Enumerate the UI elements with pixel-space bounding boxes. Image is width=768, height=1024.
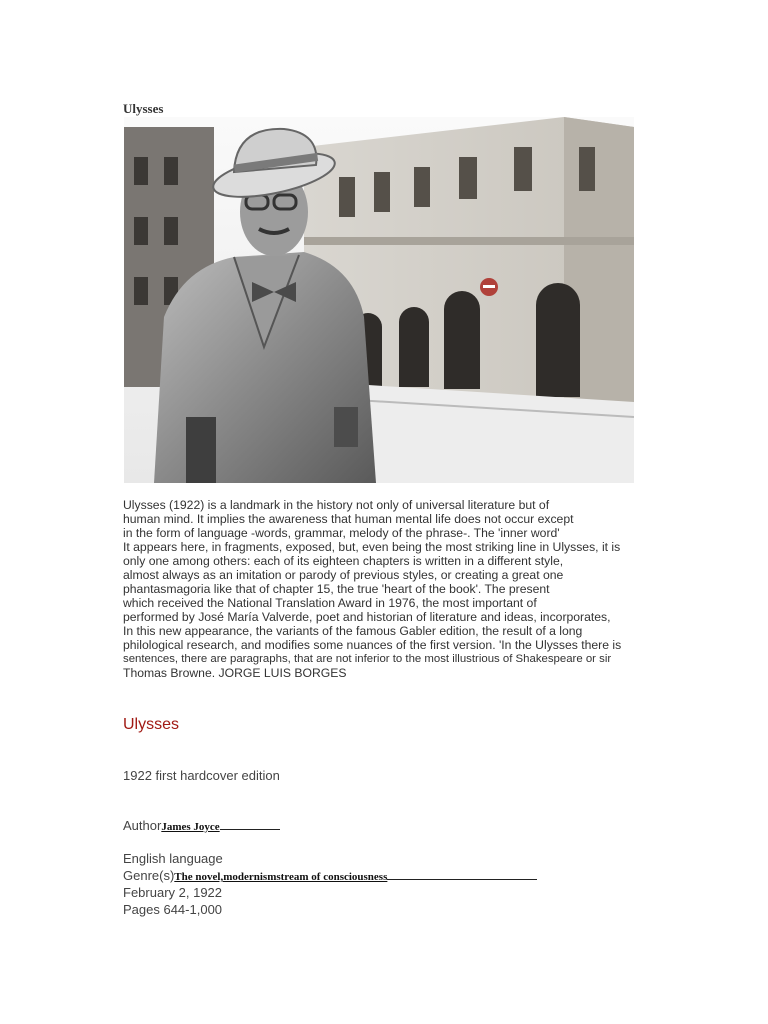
description-line: in the form of language -words, grammar, melody of the phrase-. The 'inner word' — [123, 526, 560, 540]
description-line: performed by José María Valverde, poet and historian of literature and ideas, incorporates, — [123, 610, 611, 624]
infobox-title: Ulysses — [123, 716, 180, 733]
publication-date: February 2, 1922 — [123, 885, 223, 900]
author-label: Author — [123, 818, 162, 833]
description-line: phantasmagoria like that of chapter 15, the true 'heart of the book'. The present — [123, 582, 550, 596]
description-line: only one among others: each of its eighteen chapters is written in a different style, — [123, 554, 564, 568]
description-line: It appears here, in fragments, exposed, but, even being the most striking line in Ulysses, it is — [123, 540, 621, 554]
description-line: In this new appearance, the variants of the famous Gabler edition, the result of a long — [123, 624, 583, 638]
document-title: Ulysses — [123, 101, 164, 116]
description-line: philological research, and modifies some nuances of the first version. 'In the Ulysses there is — [123, 638, 622, 652]
edition-caption: 1922 first hardcover edition — [123, 768, 280, 783]
author-row — [123, 818, 280, 833]
page-count: Pages 644-1,000 — [123, 902, 223, 917]
genre-link[interactable]: The novel,modernismstream of consciousness — [174, 871, 388, 883]
description-line: human mind. It implies the awareness that human mental life does not occur except — [123, 512, 574, 526]
statue-illustration — [124, 117, 634, 483]
description-line: Ulysses (1922) is a landmark in the history not only of universal literature but of — [123, 498, 550, 512]
description-line: almost always as an imitation or parody of previous styles, or creating a great one — [123, 568, 564, 582]
description-line: sentences, there are paragraphs, that are not inferior to the most illustrious of Shakespeare or sir — [123, 653, 612, 665]
author-underline — [220, 819, 280, 830]
genre-label: Genre(s) — [123, 868, 175, 883]
description-line: which received the National Translation Award in 1976, the most important of — [123, 596, 537, 610]
document-page — [123, 0, 648, 1024]
author-link[interactable]: James Joyce — [161, 821, 220, 833]
language-value: English language — [123, 851, 223, 866]
book-description — [123, 498, 648, 680]
description-line: Thomas Browne. JORGE LUIS BORGES — [123, 666, 347, 680]
statue-photo — [124, 117, 634, 483]
genre-underline — [387, 869, 537, 880]
genre-row — [123, 868, 537, 883]
